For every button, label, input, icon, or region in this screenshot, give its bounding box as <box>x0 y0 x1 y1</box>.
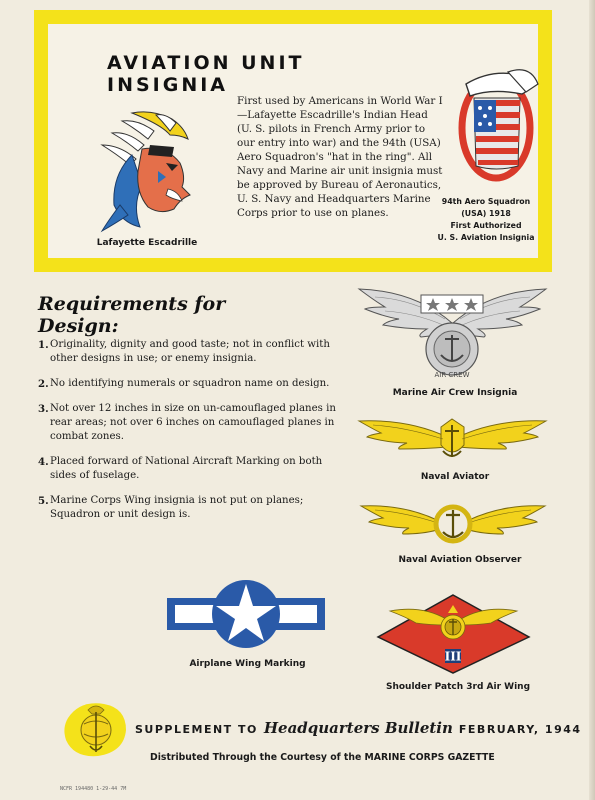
page-edge <box>589 0 595 800</box>
requirement-text: No identifying numerals or squadron name on design. <box>50 378 330 389</box>
naval-aviation-observer-wings-icon <box>357 500 549 550</box>
requirement-text: Originality, dignity and good taste; not in conflict with other designs in use; or enemy insignia. <box>50 339 330 364</box>
requirement-number: 3. <box>38 403 49 415</box>
requirement-item <box>38 402 338 444</box>
print-code: NCFR 194480 1-29-44 7M <box>60 786 127 792</box>
aero-caption-line-3: First Authorized <box>450 221 522 230</box>
marine-corps-emblem-icon <box>60 696 132 760</box>
distribution-credit: Distributed Through the Courtesy of the MARINE CORPS GAZETTE <box>150 752 495 763</box>
aero-caption-line-4: U. S. Aviation Insignia <box>437 233 535 242</box>
aero-caption-line-1: 94th Aero Squadron <box>441 197 531 206</box>
requirements-title: Requirements for Design: <box>38 293 226 337</box>
aero-squadron-caption <box>430 196 542 244</box>
requirement-text: Placed forward of National Aircraft Marking on both sides of fuselage. <box>50 456 323 481</box>
requirement-text: Marine Corps Wing insignia is not put on planes; Squadron or unit design is. <box>50 495 304 520</box>
marine-air-crew-wings-icon <box>355 283 550 383</box>
lafayette-indian-head-illustration <box>62 105 212 235</box>
marine-air-crew-caption: Marine Air Crew Insignia <box>392 388 518 398</box>
naval-aviator-caption: Naval Aviator <box>420 472 490 482</box>
hat-in-the-ring-illustration <box>448 48 544 188</box>
bulletin-date: FEBRUARY, 1944 <box>458 723 582 736</box>
requirement-number: 4. <box>38 456 49 468</box>
supplement-to-text: SUPPLEMENT TO <box>135 723 258 736</box>
requirement-text: Not over 12 inches in size on un-camouflaged planes in rear areas; not over 6 inches on camouflaged planes in combat zones. <box>50 403 336 442</box>
air-crew-badge-text: AIR CREW <box>434 371 470 379</box>
page-title: AVIATION UNIT INSIGNIA <box>107 52 305 96</box>
patch-numeral: III <box>444 649 462 664</box>
intro-paragraph: First used by Americans in World War I—Lafayette Escadrille's Indian Head (U. S. pilots in French Army prior to our entry into war) and the 94th (USA) Aero Squadron's "hat in the ring". All Navy and Marine air unit insignia must be approved by Bureau of Aeronautics, U. S. Navy and Headquarters Marine Corps prior to use on planes. <box>237 95 443 219</box>
requirements-list <box>38 338 338 533</box>
airplane-wing-marking-icon <box>165 578 327 650</box>
airplane-wing-marking-caption: Airplane Wing Marking <box>189 659 306 669</box>
supplement-line <box>135 719 582 737</box>
aero-caption-line-2: (USA) 1918 <box>461 209 511 218</box>
requirement-item <box>38 338 338 366</box>
headquarters-bulletin-title: Headquarters Bulletin <box>263 719 453 737</box>
requirement-item <box>38 377 338 391</box>
requirement-item <box>38 455 338 483</box>
naval-aviator-wings-icon <box>355 415 550 470</box>
naval-aviation-observer-caption: Naval Aviation Observer <box>398 555 522 565</box>
shoulder-patch-3rd-air-wing-icon <box>376 593 531 675</box>
requirement-number: 5. <box>38 495 49 507</box>
requirement-item <box>38 494 338 522</box>
requirement-number: 1. <box>38 339 49 351</box>
lafayette-caption: Lafayette Escadrille <box>96 238 198 248</box>
requirement-number: 2. <box>38 378 49 390</box>
shoulder-patch-caption: Shoulder Patch 3rd Air Wing <box>385 682 531 692</box>
